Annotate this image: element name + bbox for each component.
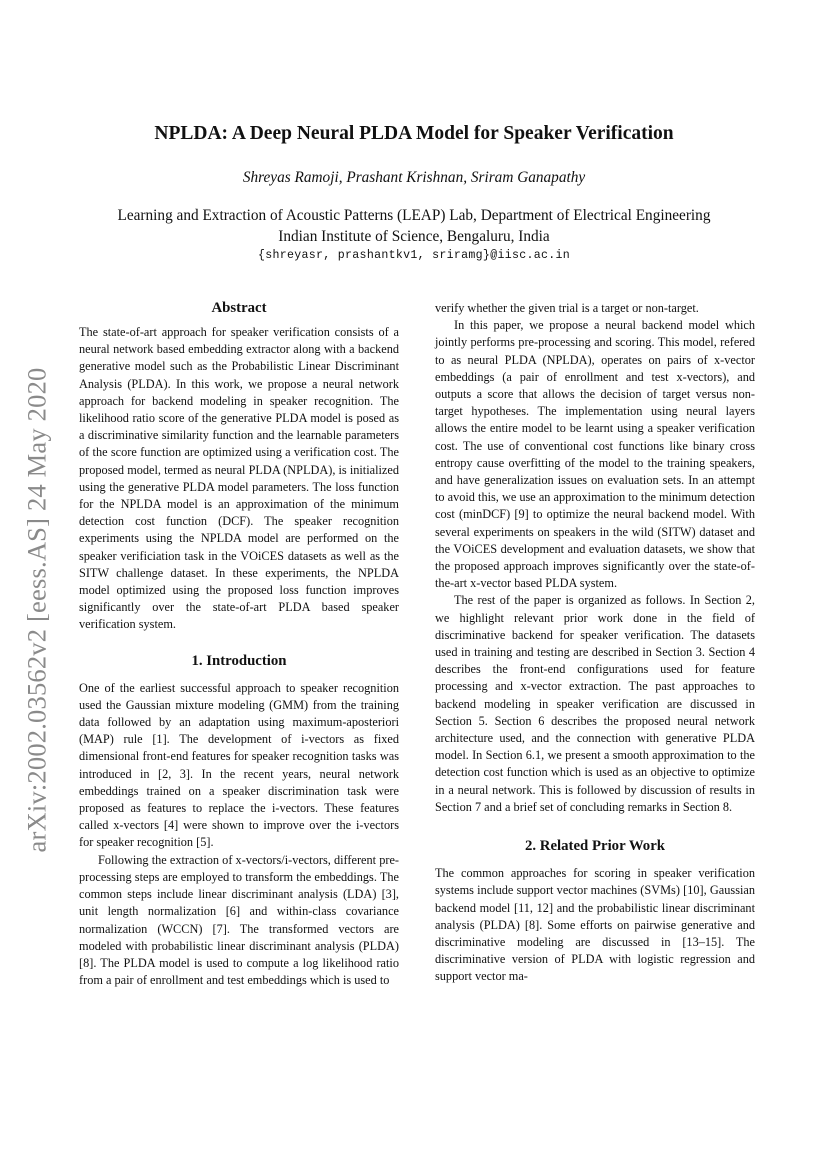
affiliation-line-2: Indian Institute of Science, Bengaluru, India	[278, 228, 550, 245]
author-list: Shreyas Ramoji, Prashant Krishnan, Sriram Ganapathy	[242, 169, 586, 186]
arxiv-identifier-text: arXiv:2002.03562v2 [eess.AS] 24 May 2020	[21, 367, 52, 853]
author-emails: {shreyasr, prashantkv1, sriramg}@iisc.ac.in	[257, 249, 571, 262]
affiliation-line-1: Learning and Extraction of Acoustic Patterns (LEAP) Lab, Department of Electrical Engineering	[117, 207, 711, 224]
affiliation	[0, 205, 828, 247]
related-work-heading: 2. Related Prior Work	[524, 838, 665, 855]
paper-title: NPLDA: A Deep Neural PLDA Model for Speaker Verification	[154, 123, 674, 144]
intro-paragraph-2-continued: verify whether the given trial is a target or non-target.	[435, 301, 699, 315]
introduction-heading: 1. Introduction	[191, 652, 287, 669]
intro-paragraph-2: Following the extraction of x-vectors/i-vectors, different pre-processing steps are employed to transform the embeddings. The common steps include linear discriminant analysis (LDA) [3], unit length normalization [6] and within-class covariance normalization (WCCN) [7]. The transformed vectors are modeled with probabilistic linear discriminant analysis (PLDA) [8]. The PLDA model is used to compute a log likelihood ratio from a pair of enrollment and test embeddings which is used to	[79, 852, 399, 988]
abstract-text: The state-of-art approach for speaker verification consists of a neural network based embedding extractor along with a backend generative model such as the Probabilistic Linear Discriminant Analysis (PLDA). In this work, we propose a neural network approach for backend modeling in speaker recognition. The likelihood ratio score of the generative PLDA model is posed as a discriminative similarity function and the learnable parameters of the score function are optimized using a verification cost. The proposed model, termed as neural PLDA (NPLDA), is initialized using the generative PLDA model parameters. The loss function for the NPLDA model is an approximation of the minimum detection cost function (DCF). The speaker recognition experiments using the NPLDA model are performed on the speaker verificiation task in the VOiCES datasets as well as the SITW challenge dataset. In these experiments, the NPLDA model optimized using the proposed loss function improves significantly over the state-of-art PLDA based speaker verification system.	[79, 325, 399, 632]
intro-paragraph-1: One of the earliest successful approach to speaker recognition used the Gaussian mixture modeling (GMM) from the training data followed by an adaptation using maximum-aposteriori (MAP) rule [1]. The development of i-vectors as fixed dimensional front-end features for speaker recognition tasks was introduced in [2, 3]. In the recent years, neural network embeddings trained on a speaker discrimination task were proposed as features to replace the i-vectors. These features called x-vectors [4] were shown to improve over the i-vectors for speaker recognition [5].	[79, 680, 399, 850]
intro-paragraph-3: In this paper, we propose a neural backend model which jointly performs pre-processing and scoring. This model, refered to as neural PLDA (NPLDA), operates on pairs of x-vector embeddings (a pair of enrollment and test x-vectors), and outputs a score that allows the decision of target versus non-target hypotheses. The implementation using neural layers allows the entire model to be learnt using a speaker verification cost. The use of conventional cost functions like binary cross entropy cause overfitting of the model to the training speakers, and have generalization issues on evaluation sets. In an attempt to avoid this, we use an approximation to the minimum detection cost (minDCF) [9] to optimize the neural backend model. With several experiments on speakers in the wild (SITW) dataset and the VOiCES development and evaluation datasets, we show that the proposed approach improves significantly over the state-of-the-art x-vector based PLDA system.	[435, 318, 756, 591]
arxiv-identifier-stamp	[17, 340, 57, 880]
intro-paragraph-4: The rest of the paper is organized as follows. In Section 2, we highlight relevant prior work done in the field of discriminative backend for speaker verification. The datasets used in training and testing are described in Section 3. Section 4 describes the front-end configurations used for feature processing and x-vector extraction. The past approaches to backend modeling in speaker verification are discussed in Section 5. Section 6 describes the proposed neural network architecture used, and the connection with generative PLDA model. In Section 6.1, we present a smooth approximation to the detection cost function which is used as an objective to optimize in a neural network. This is followed by discussion of results in Section 7 and a brief set of concluding remarks in Section 8.	[435, 593, 755, 814]
right-column	[435, 300, 755, 986]
left-column	[79, 298, 399, 989]
related-work-paragraph-1: The common approaches for scoring in speaker verification systems include support vector machines (SVMs) [10], Gaussian backend model [11, 12] and the probabilistic linear discriminant analysis (PLDA) [8]. Some efforts on pairwise generative and discriminative modeling are discussed in [13–15]. The discriminative version of PLDA with logistic regression and support vector ma-	[435, 866, 755, 984]
abstract-heading: Abstract	[211, 300, 267, 316]
